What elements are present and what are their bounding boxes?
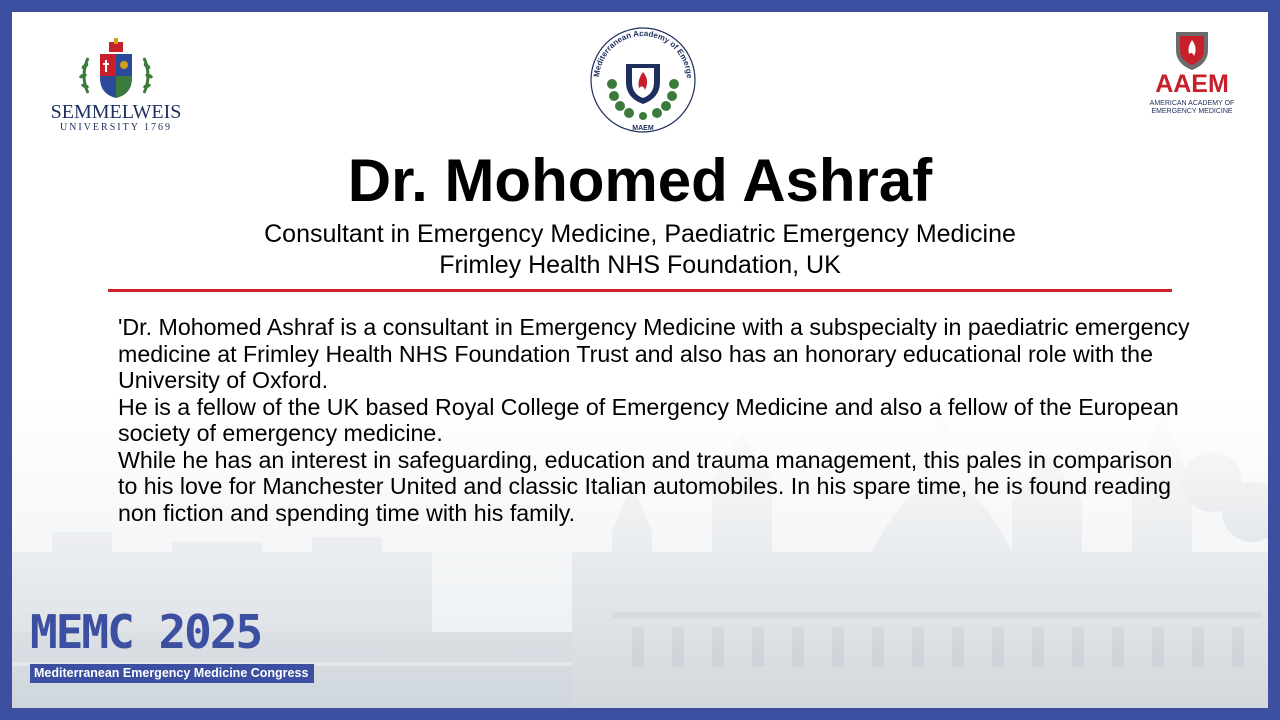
aaem-line-1: AMERICAN ACADEMY OF (1149, 100, 1235, 107)
semmelweis-name: SEMMELWEIS (50, 101, 182, 123)
semmelweis-university-logo (48, 38, 184, 134)
red-divider (108, 289, 1172, 292)
maem-logo (588, 24, 698, 136)
congress-subtitle: Mediterranean Emergency Medicine Congress (30, 664, 314, 683)
maem-ring-text: Mediterranean Academy of Emerge (592, 28, 695, 79)
aaem-acronym: AAEM (1155, 70, 1229, 98)
congress-branding (30, 604, 314, 690)
bio-paragraph-1: 'Dr. Mohomed Ashraf is a consultant in Emergency Medicine with a subspecialty in paediatric emergency medicine at Frimley Health NHS Foundation Trust and also has an honorary educational role with the University of Oxford. (118, 314, 1190, 393)
semmelweis-subtitle: UNIVERSITY 1769 (59, 122, 173, 133)
slide (12, 12, 1268, 708)
maem-seal-icon (588, 24, 698, 136)
aaem-shield-icon (1140, 30, 1244, 70)
aaem-line-2: EMERGENCY MEDICINE (1151, 108, 1233, 115)
semmelweis-crest-icon (48, 38, 184, 100)
aaem-logo (1140, 30, 1248, 122)
bio-paragraph-3: While he has an interest in safeguarding, education and trauma management, this pales in comparison to his love for Manchester United and classic Italian automobiles. In his spare time, he is found reading non fiction and spending time with his family. (118, 446, 1173, 526)
speaker-affiliation: Frimley Health NHS Foundation, UK (439, 251, 841, 279)
congress-title: MEMC 2025 (30, 605, 262, 659)
speaker-role: Consultant in Emergency Medicine, Paediatric Emergency Medicine (264, 220, 1016, 248)
bio-paragraph-2: He is a fellow of the UK based Royal College of Emergency Medicine and also a fellow of the European society of emergency medicine. (118, 393, 1179, 446)
speaker-bio (118, 314, 1198, 526)
speaker-name: Dr. Mohomed Ashraf (347, 147, 933, 214)
maem-acronym: MAEM (632, 125, 654, 132)
